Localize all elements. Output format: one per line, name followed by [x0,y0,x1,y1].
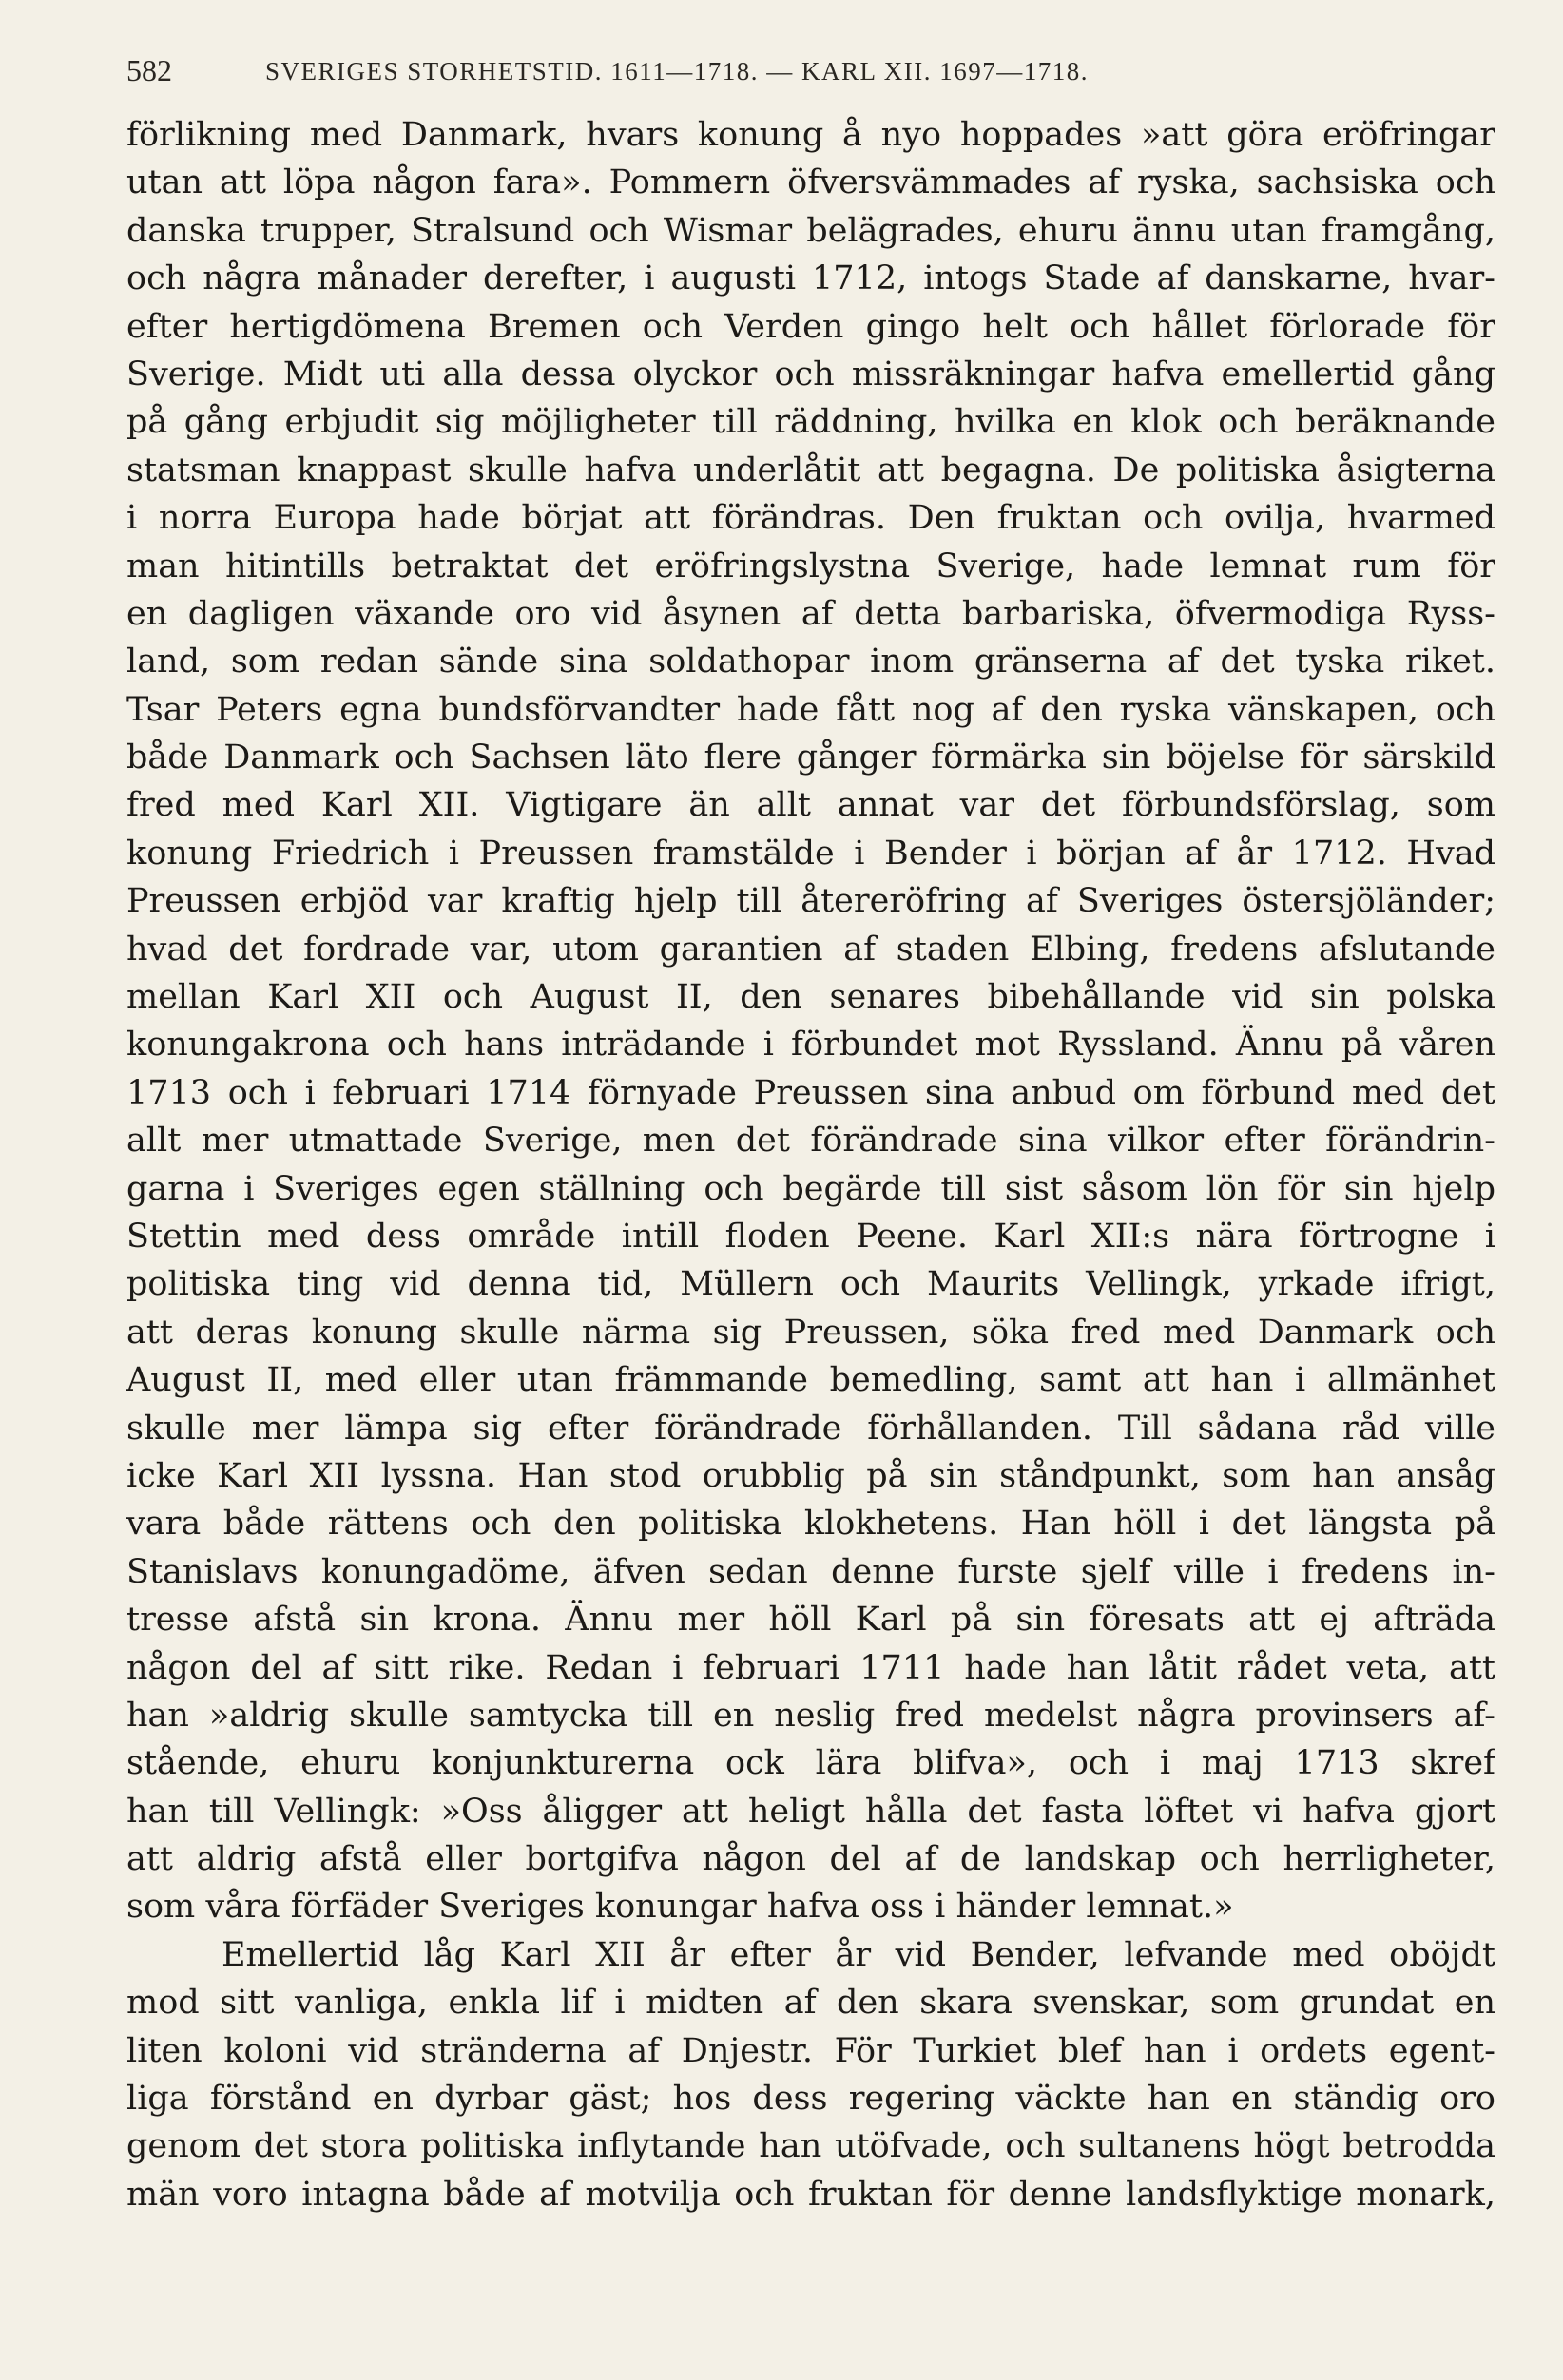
text-line: konung Friedrich i Preussen framstälde i Bender i början af år 1712. Hvad [126,834,1495,873]
text-line: genom det stora politiska inflytande han utöfvade, och sultanens högt betrodda [126,2127,1495,2166]
text-line: Stettin med dess område intill floden Peene. Karl XII:s nära förtrogne i [126,1217,1495,1256]
text-line: icke Karl XII lyssna. Han stod orubblig på sin ståndpunkt, som han ansåg [126,1456,1495,1495]
text-line: liga förstånd en dyrbar gäst; hos dess regering väckte han en ständig oro [126,2080,1495,2119]
text-line: garna i Sveriges egen ställning och begärde till sist såsom lön för sin hjelp [126,1169,1495,1208]
text-line: i norra Europa hade börjat att förändras. Den fruktan och ovilja, hvarmed [126,499,1495,538]
text-line: som våra förfäder Sveriges konungar hafva oss i händer lemnat.» [126,1888,1234,1927]
page-number: 582 [126,53,172,87]
text-line: skulle mer lämpa sig efter förändrade förhållanden. Till sådana råd ville [126,1409,1495,1448]
text-line: liten koloni vid stränderna af Dnjestr. För Turkiet blef han i ordets egent- [126,2031,1495,2070]
text-line: någon del af sitt rike. Redan i februari 1711 hade han låtit rådet veta, att [126,1648,1495,1687]
text-line: Tsar Peters egna bundsförvandter hade fått nog af den ryska vänskapen, och [126,690,1495,729]
text-line: konungakrona och hans inträdande i förbundet mot Ryssland. Ännu på våren [126,1026,1495,1065]
text-line: Preussen erbjöd var kraftig hjelp till återeröfring af Sveriges östersjöländer; [126,882,1495,921]
body-text [126,111,1495,2218]
text-line: statsman knappast skulle hafva underlåtit att begagna. De politiska åsigterna [126,451,1495,489]
text-line: August II, med eller utan främmande bemedling, samt att han i allmänhet [126,1361,1495,1400]
paragraph [126,111,1495,1931]
text-line: stående, ehuru konjunkturerna ock lära blifva», och i maj 1713 skref [126,1744,1495,1783]
text-line: 1713 och i februari 1714 förnyade Preussen sina anbud om förbund med det [126,1073,1495,1112]
text-line: utan att löpa någon fara». Pommern öfversvämmades af ryska, sachsiska och [126,163,1495,202]
text-line: och några månader derefter, i augusti 1712, intogs Stade af danskarne, hvar- [126,259,1495,298]
text-line: hvad det fordrade var, utom garantien af staden Elbing, fredens afslutande [126,930,1495,969]
text-line: mod sitt vanliga, enkla lif i midten af den skara svenskar, som grundat en [126,1984,1495,2023]
page-header [126,49,1495,91]
text-line: danska trupper, Stralsund och Wismar belägrades, ehuru ännu utan framgång, [126,211,1495,250]
text-line: att aldrig afstå eller bortgifva någon del af de landskap och herrligheter, [126,1840,1495,1879]
text-line: land, som redan sände sina soldathopar inom gränserna af det tyska riket. [126,643,1495,681]
text-line: Emellertid låg Karl XII år efter år vid Bender, lefvande med oböjdt [222,1935,1495,1974]
text-line: efter hertigdömena Bremen och Verden gingo helt och hållet förlorade för [126,307,1495,346]
text-line: män voro intagna både af motvilja och fruktan för denne landsflyktige monark, [126,2175,1495,2214]
text-line: vara både rättens och den politiska klokhetens. Han höll i det längsta på [126,1505,1495,1544]
text-line: att deras konung skulle närma sig Preussen, söka fred med Danmark och [126,1313,1495,1352]
text-line: han »aldrig skulle samtycka till en neslig fred medelst några provinsers af- [126,1696,1495,1735]
text-line: allt mer utmattade Sverige, men det förändrade sina vilkor efter förändrin- [126,1122,1495,1161]
text-line: Stanislavs konungadöme, äfven sedan denne furste sjelf ville i fredens in- [126,1552,1495,1591]
text-line: Sverige. Midt uti alla dessa olyckor och missräkningar hafva emellertid gång [126,355,1495,393]
text-line: mellan Karl XII och August II, den senares bibehållande vid sin polska [126,978,1495,1017]
text-line: han till Vellingk: »Oss åligger att heligt hålla det fasta löftet vi hafva gjort [126,1792,1495,1831]
paragraph [126,1931,1495,2218]
text-line: tresse afstå sin krona. Ännu mer höll Karl på sin föresats att ej afträda [126,1601,1495,1640]
text-line: politiska ting vid denna tid, Müllern och Maurits Vellingk, yrkade ifrigt, [126,1265,1495,1304]
text-line: förlikning med Danmark, hvars konung å nyo hoppades »att göra eröfringar [126,116,1495,154]
text-line: en dagligen växande oro vid åsynen af detta barbariska, öfvermodiga Ryss- [126,594,1495,633]
text-line: på gång erbjudit sig möjligheter till räddning, hvilka en klok och beräknande [126,403,1495,442]
text-line: både Danmark och Sachsen läto flere gånger förmärka sin böjelse för särskild [126,739,1495,777]
text-line: fred med Karl XII. Vigtigare än allt annat var det förbundsförslag, som [126,786,1495,825]
running-head: SVERIGES STORHETSTID. 1611—1718. — KARL XII. 1697—1718. [265,57,1090,86]
text-line: man hitintills betraktat det eröfringslystna Sverige, hade lemnat rum för [126,547,1495,585]
